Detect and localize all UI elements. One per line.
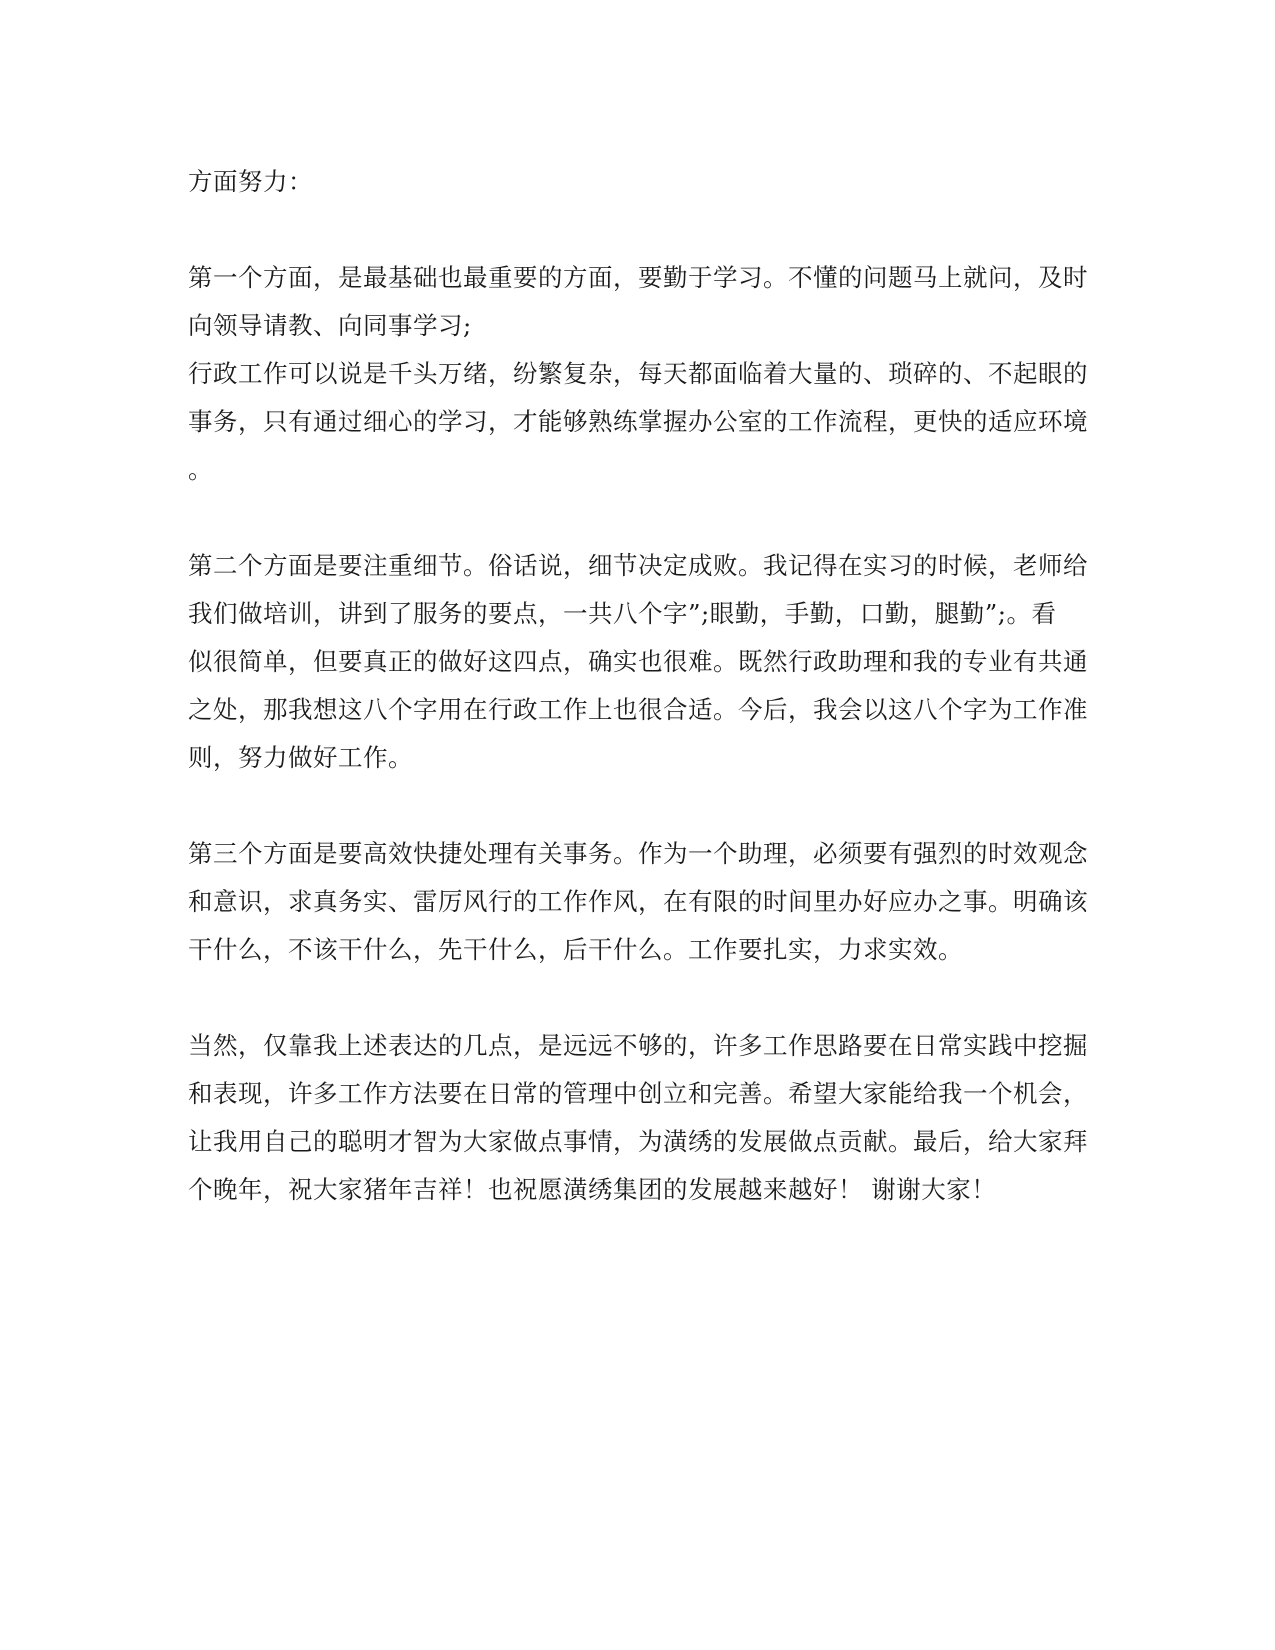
text-line: 。 bbox=[188, 455, 213, 484]
text-line: 方面努力： bbox=[188, 167, 313, 196]
paragraph-intro bbox=[188, 158, 1088, 206]
text-line: 干什么，不该干什么，先干什么，后干什么。工作要扎实，力求实效。 bbox=[188, 935, 963, 964]
text-line: 个晚年，祝大家猪年吉祥！也祝愿潢绣集团的发展越来越好！ 谢谢大家！ bbox=[188, 1175, 997, 1204]
text-line: 第三个方面是要高效快捷处理有关事务。作为一个助理，必须要有强烈的时效观念 bbox=[188, 839, 1088, 868]
text-line: 第一个方面，是最基础也最重要的方面，要勤于学习。不懂的问题马上就问，及时 bbox=[188, 263, 1088, 292]
paragraph-second-aspect bbox=[188, 542, 1088, 782]
text-line: 似很简单，但要真正的做好这四点，确实也很难。既然行政助理和我的专业有共通 bbox=[188, 647, 1088, 676]
text-line: 让我用自己的聪明才智为大家做点事情，为潢绣的发展做点贡献。最后，给大家拜 bbox=[188, 1127, 1088, 1156]
paragraph-gap bbox=[188, 206, 1088, 254]
text-line: 事务，只有通过细心的学习，才能够熟练掌握办公室的工作流程，更快的适应环境 bbox=[188, 407, 1088, 436]
paragraph-closing bbox=[188, 1022, 1088, 1214]
text-line: 则，努力做好工作。 bbox=[188, 743, 413, 772]
document-body bbox=[188, 158, 1088, 1214]
paragraph-gap bbox=[188, 974, 1088, 1022]
text-line: 我们做培训，讲到了服务的要点，一共八个字”;眼勤，手勤，口勤，腿勤”;。看 bbox=[188, 599, 1057, 628]
text-line: 向领导请教、向同事学习; bbox=[188, 311, 472, 340]
paragraph-gap bbox=[188, 494, 1088, 542]
text-line: 之处，那我想这八个字用在行政工作上也很合适。今后，我会以这八个字为工作准 bbox=[188, 695, 1088, 724]
paragraph-first-aspect bbox=[188, 254, 1088, 494]
text-line: 和表现，许多工作方法要在日常的管理中创立和完善。希望大家能给我一个机会， bbox=[188, 1079, 1088, 1108]
text-line: 当然，仅靠我上述表达的几点，是远远不够的，许多工作思路要在日常实践中挖掘 bbox=[188, 1031, 1088, 1060]
text-line: 第二个方面是要注重细节。俗话说，细节决定成败。我记得在实习的时候，老师给 bbox=[188, 551, 1088, 580]
paragraph-third-aspect bbox=[188, 830, 1088, 974]
text-line: 和意识，求真务实、雷厉风行的工作作风，在有限的时间里办好应办之事。明确该 bbox=[188, 887, 1088, 916]
paragraph-gap bbox=[188, 782, 1088, 830]
text-line: 行政工作可以说是千头万绪，纷繁复杂，每天都面临着大量的、琐碎的、不起眼的 bbox=[188, 359, 1088, 388]
